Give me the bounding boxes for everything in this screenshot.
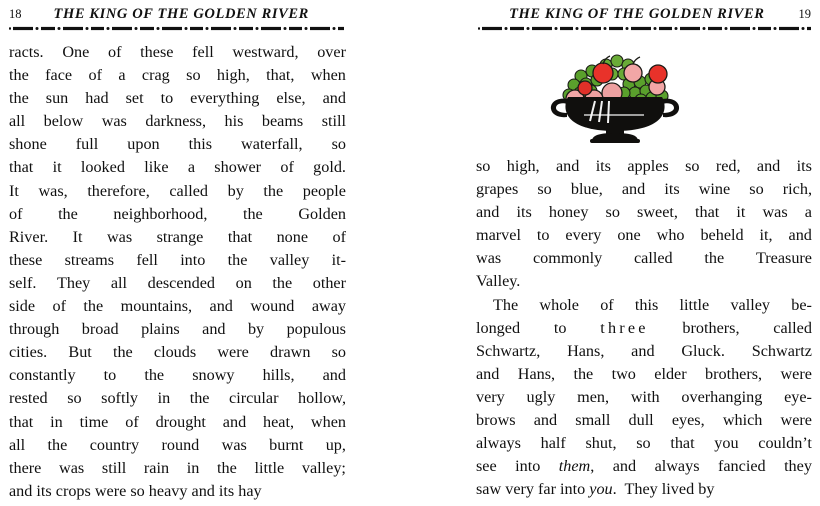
text-line: rested so softly in the circular hollow,: [9, 389, 346, 408]
text-line: all the country round was burnt up,: [9, 435, 346, 454]
text-line: the face of a crag so high, that, when: [9, 66, 346, 85]
text-line: longed to three brothers, called: [476, 317, 812, 340]
dash-dot-rule-left: [9, 26, 346, 31]
paragraph: [476, 155, 812, 294]
paragraph: [9, 41, 346, 503]
page-right: [410, 0, 820, 506]
text-line: shone full upon this waterfall, so: [9, 135, 346, 154]
text-line: brows and small dull eyes, which were: [476, 411, 812, 430]
running-head-right: [440, 6, 811, 24]
emphasized-word-you: you: [589, 480, 613, 499]
text-line: River. It was strange that none of: [9, 227, 346, 246]
text-line: and its honey so sweet, that it was a: [476, 203, 812, 222]
text-line: see into them, and always fancied they: [476, 457, 812, 476]
text-line: It was, therefore, called by the people: [9, 181, 346, 200]
running-head-left: [9, 6, 392, 24]
folio-right: 19: [798, 7, 811, 21]
text-line: the sun had set to everything else, and: [9, 89, 346, 108]
text-line: very ugly men, with overhanging eye-: [476, 387, 812, 406]
emphasized-word-three: three: [600, 318, 649, 337]
text-line: these streams fell into the valley it-: [9, 250, 346, 269]
text-line: self. They all descended on the other: [9, 273, 346, 292]
body-text-left: [9, 41, 346, 503]
text-line: so high, and its apples so red, and its: [476, 157, 812, 175]
running-title-left: THE KING OF THE GOLDEN RIVER: [53, 6, 309, 22]
text-line: of the neighborhood, the Golden: [9, 204, 346, 223]
text-line: there was still rain in the little valley;: [9, 458, 346, 477]
text-line: The whole of this little valley be-: [493, 295, 812, 314]
body-text-right: [476, 155, 812, 501]
text-line: Schwartz, Hans, and Gluck. Schwartz: [476, 341, 812, 360]
emphasized-word-them: them: [558, 457, 591, 476]
fruit-bowl-illustration: [410, 40, 820, 146]
text-line: and its crops were so heavy and its hay: [9, 481, 262, 500]
text-line: Valley.: [476, 272, 521, 291]
text-line: always half shut, so that you couldn’t: [476, 434, 812, 453]
text-line: grapes so blue, and its wine so rich,: [476, 180, 812, 199]
text-line: cities. But the clouds were drawn so: [9, 343, 346, 362]
folio-left: 18: [9, 7, 22, 21]
text-line: constantly to the snowy hills, and: [9, 366, 346, 385]
text-line: was commonly called the Treasure: [476, 249, 812, 268]
text-line: that it looked like a shower of gold.: [9, 158, 346, 177]
text-line: and Hans, the two elder brothers, were: [476, 364, 812, 383]
text-line: racts. One of these fell westward, over: [9, 43, 346, 61]
paragraph: [476, 294, 812, 502]
dash-dot-rule-right: [478, 26, 812, 31]
text-line: all below was darkness, his beams still: [9, 112, 346, 131]
running-title-right: THE KING OF THE GOLDEN RIVER: [509, 6, 765, 22]
text-line: marvel to every one who beheld it, and: [476, 226, 812, 245]
text-line: that in time of drought and heat, when: [9, 412, 346, 431]
text-line: saw very far into you. They lived by: [476, 480, 715, 499]
text-line: through broad plains and by populous: [9, 320, 346, 339]
text-line: side of the mountains, and wound away: [9, 297, 346, 316]
